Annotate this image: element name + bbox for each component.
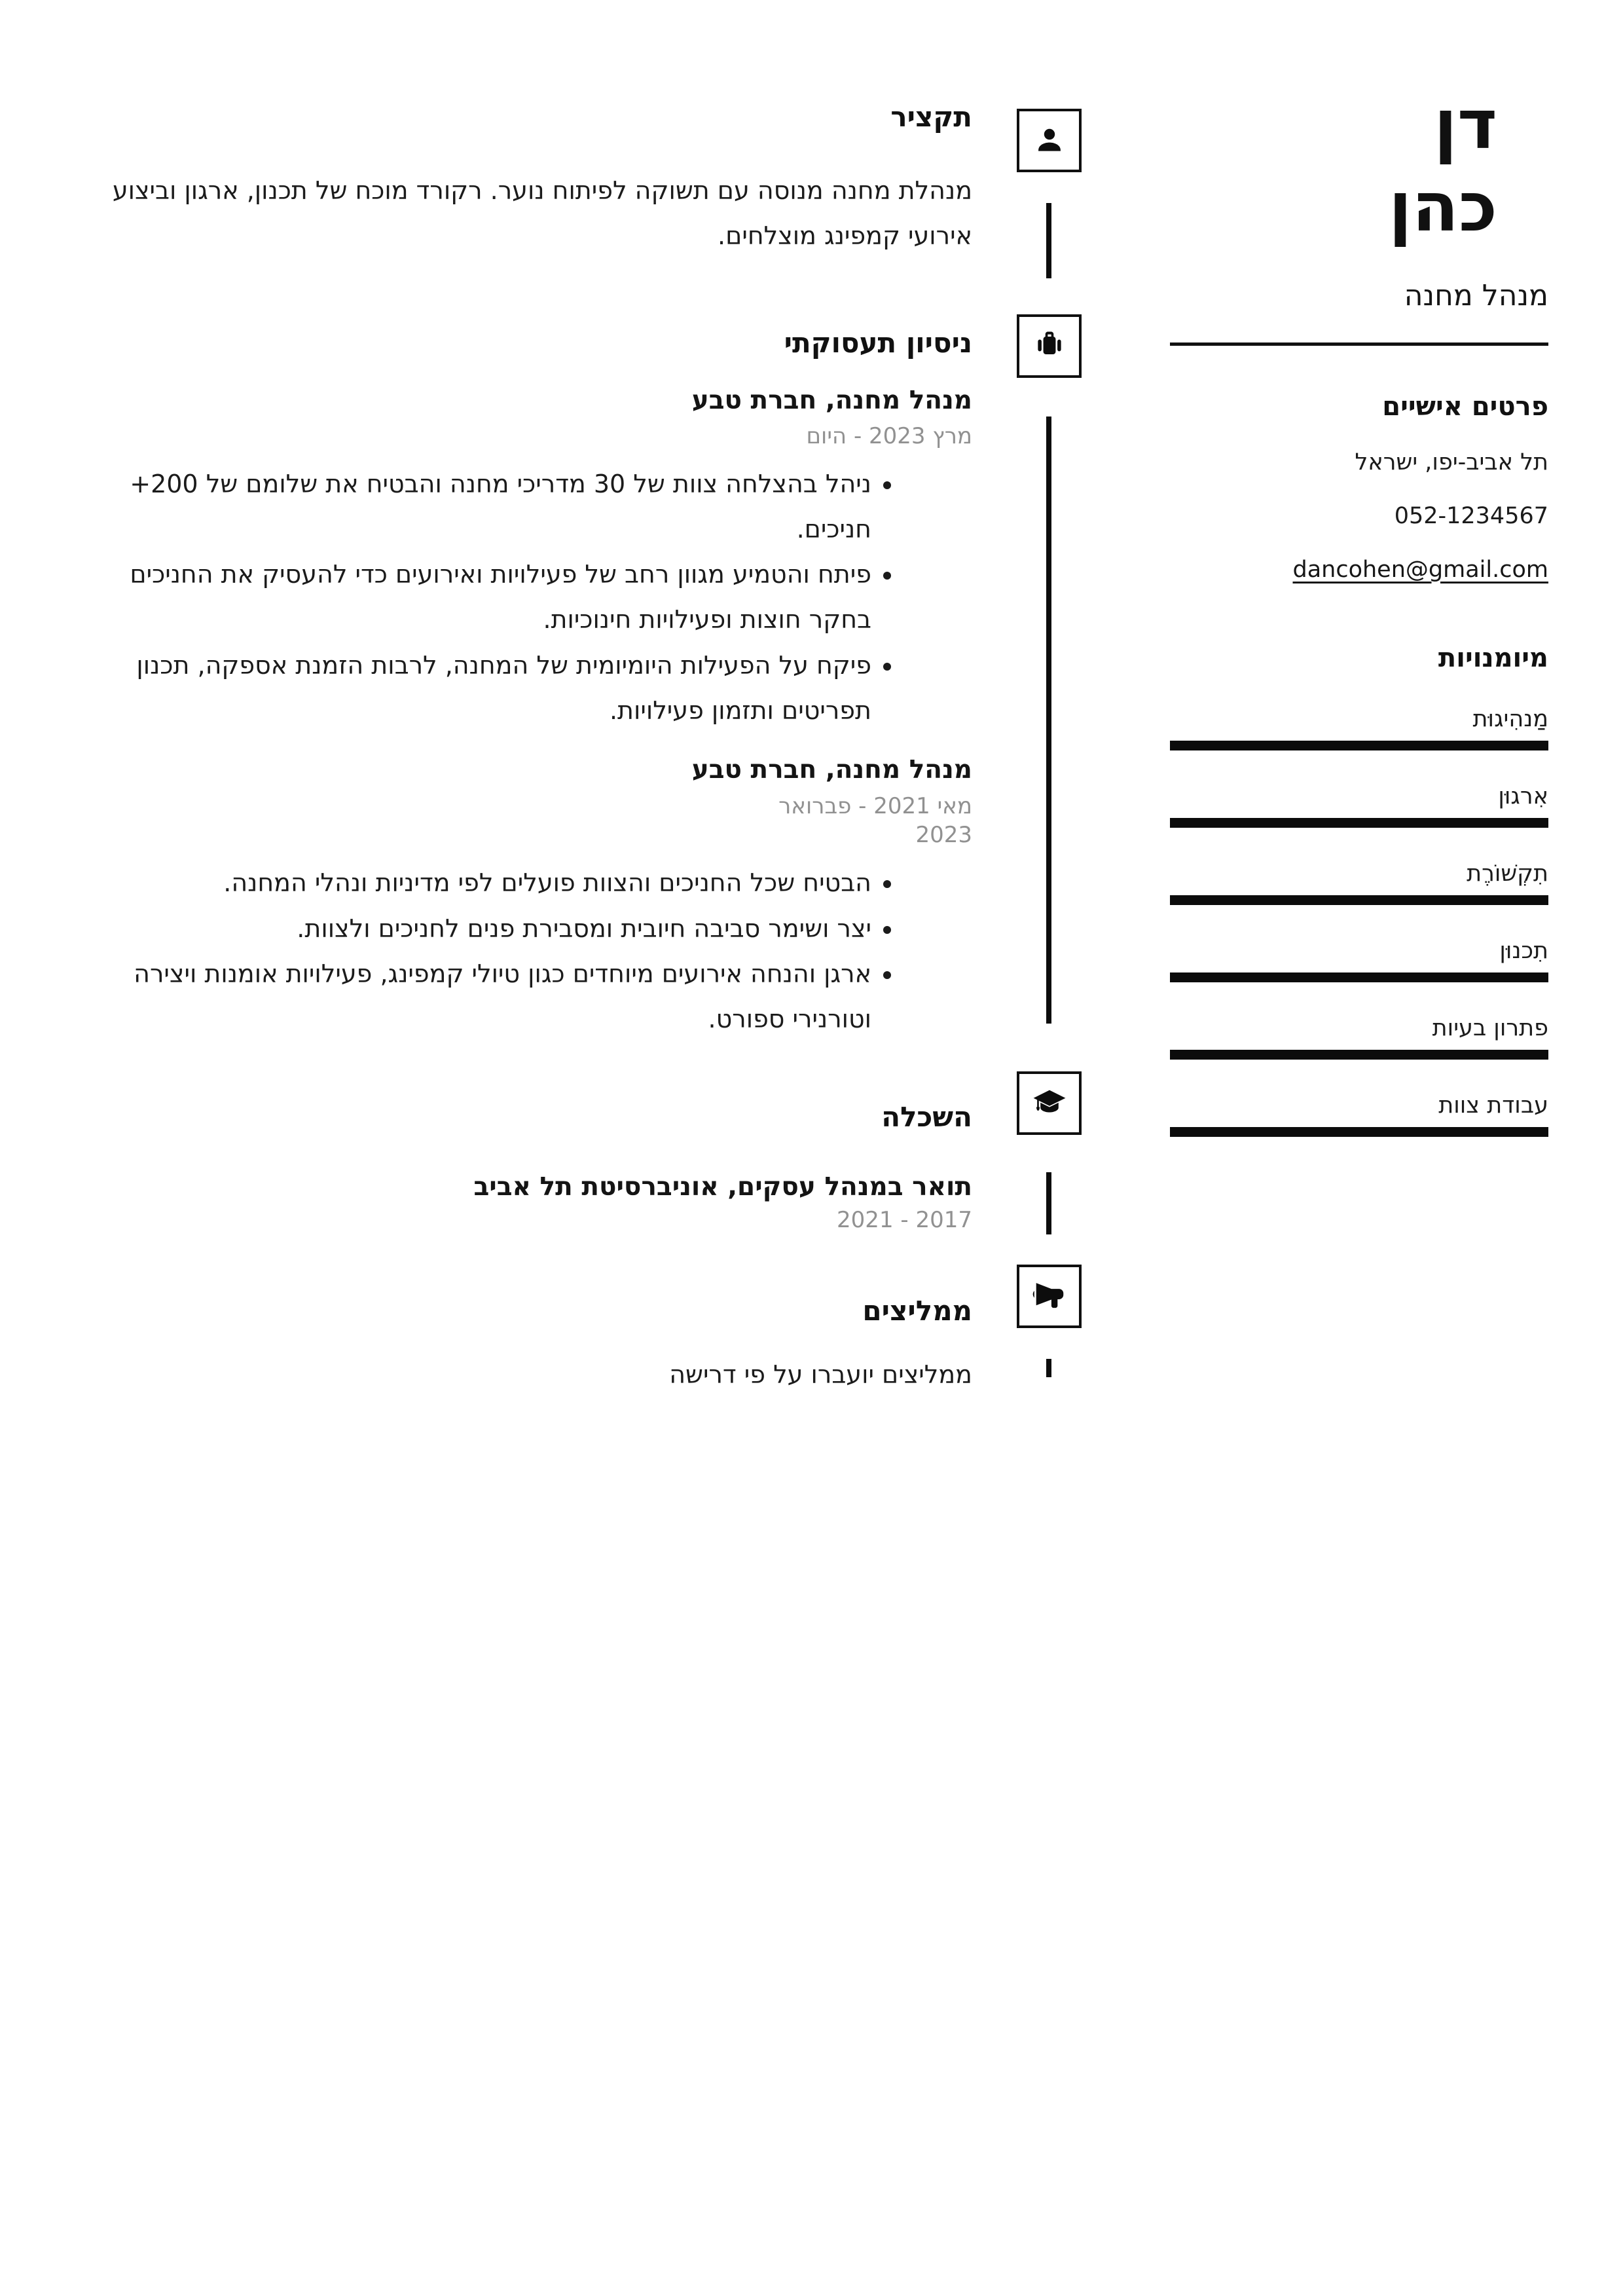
skill-label: מַנהִיגוּת (1472, 705, 1548, 732)
education-heading: השכלה (881, 1100, 972, 1133)
skills-heading: מיומנויות (1438, 642, 1548, 673)
education-icon-box (1017, 1071, 1082, 1135)
job-dates: מאי 2021 - פברואר 2023 (778, 792, 972, 849)
skill-item (1170, 1015, 1548, 1060)
job-bullet: • יצר ושימר סביבה חיובית ומסבירת פנים לחניכים ולצוות. (65, 906, 871, 952)
experience-heading: ניסיון תעסוקתי (784, 326, 972, 359)
job-bullet: • ארגן והנחה אירועים מיוחדים כגון טיולי קמפינג, פעילויות אומנות ויצירה וטורנירי ספורט. (65, 952, 871, 1042)
briefcase-icon (1030, 326, 1068, 367)
job-title: מנהל מחנה, חברת טבע (691, 754, 972, 785)
graduation-cap-icon (1030, 1083, 1068, 1124)
skill-bar (1170, 741, 1548, 750)
location-text: תל אביב-יפו, ישראל (1355, 449, 1548, 475)
job-bullet-list (65, 861, 913, 1042)
timeline-segment (1046, 203, 1051, 278)
sidebar (1170, 0, 1548, 1137)
job-dates: מרץ 2023 - היום (806, 423, 972, 450)
skill-bar (1170, 1127, 1548, 1137)
summary-icon-box (1017, 109, 1082, 172)
last-name: כהן (1388, 166, 1497, 247)
person-icon (1030, 120, 1068, 161)
skill-bar (1170, 895, 1548, 905)
skill-label: אִרגוּן (1498, 783, 1548, 809)
skill-bar (1170, 1050, 1548, 1060)
megaphone-icon (1030, 1276, 1068, 1317)
first-name: דן (1434, 84, 1497, 164)
references-icon-box (1017, 1265, 1082, 1328)
job-title: מנהל מחנה, חברת טבע (691, 385, 972, 415)
summary-text: מנהלת מחנה מנוסה עם תשוקה לפיתוח נוער. רקורד מוכח של תכנון, ארגון וביצוע אירועי קמפינג מוצלחים. (112, 176, 972, 250)
timeline-segment (1046, 1359, 1051, 1377)
phone-text: 052-1234567 (1394, 502, 1548, 529)
job-bullet: • פיתח והטמיע מגוון רחב של פעילויות ואירועים כדי להעסיק את החניכים בחקר חוצות ופעילויות חינוכיות. (65, 552, 871, 642)
candidate-name (1170, 84, 1548, 249)
skill-label: פתרון בעיות (1432, 1014, 1548, 1041)
education-degree: תואר במנהל עסקים, אוניברסיטת תל אביב (473, 1172, 972, 1202)
job-bullet-list (65, 462, 913, 733)
timeline-segment (1046, 417, 1051, 1024)
job-bullet: • ניהל בהצלחה צוות של 30 מדריכי מחנה והבטיח את שלומם של 200+ חניכים. (65, 462, 871, 552)
candidate-job-title: מנהל מחנה (1404, 278, 1548, 312)
skill-bar (1170, 972, 1548, 982)
job-bullet: • הבטיח שכל החניכים והצוות פועלים לפי מדיניות ונהלי המחנה. (65, 861, 871, 906)
skill-label: תִקְשׁוֹרֶת (1467, 860, 1548, 887)
header-divider (1170, 343, 1548, 346)
skill-label: תִכנוּן (1499, 937, 1548, 964)
skill-item (1170, 938, 1548, 982)
experience-icon-box (1017, 314, 1082, 378)
references-heading: ממליצים (862, 1294, 972, 1327)
education-dates: 2017 - 2021 (837, 1206, 972, 1233)
skill-item (1170, 783, 1548, 828)
skill-item (1170, 706, 1548, 750)
main-column (65, 0, 972, 1389)
skill-label: עבודת צוות (1438, 1092, 1548, 1119)
email-link[interactable]: dancohen@gmail.com (1292, 556, 1548, 583)
job-bullet: • פיקח על הפעילות היומיומית של המחנה, לרבות הזמנת אספקה, תכנון תפריטים ותזמון פעילויות. (65, 643, 871, 733)
skill-item (1170, 1092, 1548, 1137)
job-entry (65, 753, 972, 1042)
references-text: ממליצים יועברו על פי דרישה (669, 1360, 972, 1390)
timeline-segment (1046, 1172, 1051, 1234)
summary-heading: תקציר (890, 101, 972, 133)
skill-item (1170, 861, 1548, 905)
job-entry (65, 384, 972, 733)
personal-details-heading: פרטים אישיים (1382, 391, 1548, 422)
skill-bar (1170, 818, 1548, 828)
